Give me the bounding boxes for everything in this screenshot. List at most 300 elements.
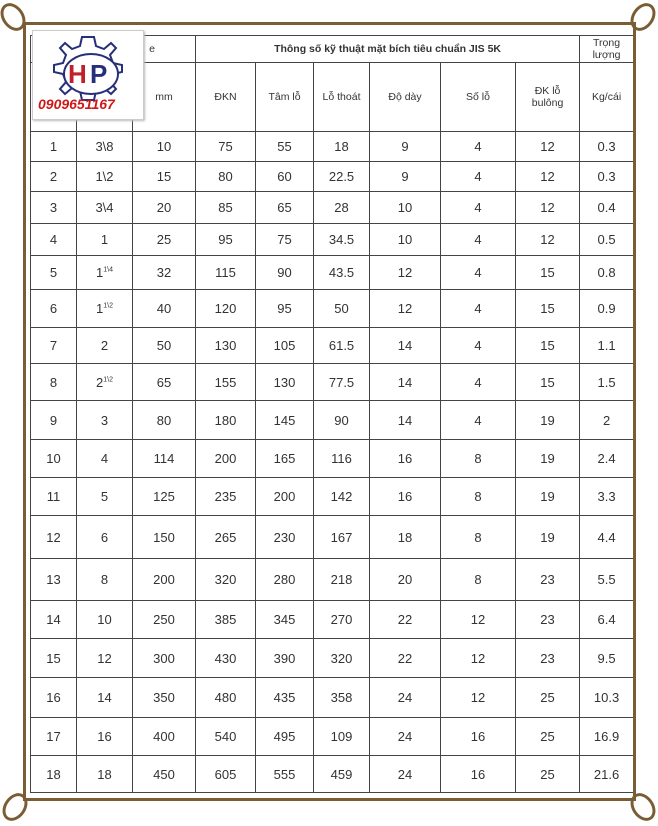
cell-value: 12 — [540, 200, 555, 215]
cell-value: 350 — [153, 690, 175, 705]
jis-5k-flange-table — [30, 35, 634, 793]
cell-value: 16 — [470, 729, 486, 744]
cell-so-lo — [441, 639, 516, 678]
cell-mm — [133, 192, 196, 224]
cell-do-day — [370, 192, 441, 224]
cell-value: 2 — [602, 412, 611, 428]
cell-lo-thoat — [314, 440, 370, 478]
cell-lo-thoat — [314, 192, 370, 224]
cell-value: 540 — [214, 729, 237, 744]
cell-value: 28 — [334, 200, 349, 215]
cell-tam-lo — [256, 132, 314, 162]
cell-value: 24 — [397, 690, 413, 705]
cell-no — [31, 639, 77, 678]
cell-value: 400 — [153, 729, 175, 744]
cell-dkn — [196, 559, 256, 601]
cell-no — [31, 256, 77, 290]
cell-value: 12 — [397, 301, 413, 316]
cell-value: 61.5 — [328, 338, 355, 353]
cell-kg — [580, 290, 634, 328]
cell-value: 555 — [273, 766, 296, 782]
cell-value: 218 — [330, 572, 353, 587]
cell-value: 480 — [214, 690, 237, 705]
table-row — [31, 328, 634, 364]
cell-mm — [133, 639, 196, 678]
cell-value: 10 — [397, 200, 413, 215]
cell-value: 200 — [273, 489, 296, 504]
cell-so-lo — [441, 678, 516, 718]
inch-fraction: 1\4 — [103, 266, 113, 274]
header-do-day: Độ dày — [370, 63, 441, 132]
cell-value: 18 — [97, 766, 112, 782]
cell-value: 50 — [156, 338, 172, 353]
header-weight: Trọng lượng — [580, 36, 634, 63]
cell-dk-lo-bulong — [516, 718, 580, 756]
cell-tam-lo — [256, 364, 314, 401]
cell-value: 1.5 — [597, 374, 616, 390]
cell-kg — [580, 756, 634, 793]
cell-mm — [133, 224, 196, 256]
cell-value: 19 — [540, 529, 555, 545]
cell-dk-lo-bulong — [516, 256, 580, 290]
cell-so-lo — [441, 718, 516, 756]
cell-value: 7 — [49, 338, 58, 353]
cell-no — [31, 401, 77, 440]
cell-dkn — [196, 478, 256, 516]
cell-value: 8 — [474, 529, 482, 545]
cell-value: 9 — [401, 139, 409, 154]
cell-dk-lo-bulong — [516, 478, 580, 516]
cell-tam-lo — [256, 718, 314, 756]
table-row — [31, 440, 634, 478]
cell-value: 495 — [273, 729, 296, 744]
cell-value: 4.4 — [597, 529, 616, 545]
cell-value: 385 — [214, 612, 237, 627]
cell-dkn — [196, 516, 256, 559]
cell-value: 390 — [273, 650, 296, 666]
cell-lo-thoat — [314, 639, 370, 678]
cell-lo-thoat — [314, 516, 370, 559]
frame-curl-bottom-left — [0, 788, 33, 825]
cell-do-day — [370, 601, 441, 639]
table-row — [31, 601, 634, 639]
cell-value: 3.3 — [597, 489, 616, 504]
header-so-lo: Số lỗ — [441, 63, 516, 132]
cell-value: 5 — [49, 265, 58, 280]
cell-value: 8 — [474, 572, 482, 587]
cell-value: 1\2 — [95, 169, 114, 184]
cell-value: 0.4 — [597, 200, 616, 215]
cell-mm — [133, 756, 196, 793]
cell-tam-lo — [256, 440, 314, 478]
cell-value: 0.3 — [597, 139, 616, 154]
cell-value: 55 — [277, 139, 292, 154]
table-row — [31, 256, 634, 290]
cell-value: 18 — [334, 139, 349, 154]
cell-value: 142 — [330, 489, 353, 504]
cell-inch — [77, 328, 133, 364]
cell-lo-thoat — [314, 718, 370, 756]
cell-so-lo — [441, 290, 516, 328]
cell-no — [31, 364, 77, 401]
cell-inch — [77, 364, 133, 401]
cell-no — [31, 328, 77, 364]
cell-value: 114 — [153, 451, 175, 466]
frame-top — [24, 22, 636, 25]
cell-dk-lo-bulong — [516, 224, 580, 256]
cell-tam-lo — [256, 256, 314, 290]
cell-value: 2 — [96, 374, 104, 390]
cell-value: 4 — [100, 451, 109, 466]
cell-mm — [133, 401, 196, 440]
cell-dkn — [196, 256, 256, 290]
cell-value: 4 — [474, 200, 482, 215]
cell-inch — [77, 601, 133, 639]
cell-inch — [77, 440, 133, 478]
cell-value: 15 — [540, 338, 555, 353]
cell-do-day — [370, 478, 441, 516]
cell-value: 50 — [334, 301, 349, 316]
cell-value: 167 — [330, 529, 353, 545]
table-row — [31, 224, 634, 256]
header-spec-group: Thông số kỹ thuật mặt bích tiêu chuẩn JIS 5K — [196, 36, 580, 63]
cell-value: 6 — [100, 529, 109, 545]
cell-value: 13 — [46, 572, 61, 587]
cell-value: 450 — [153, 766, 175, 782]
cell-value: 8 — [100, 572, 109, 587]
cell-dk-lo-bulong — [516, 440, 580, 478]
cell-value: 130 — [273, 374, 296, 390]
cell-no — [31, 678, 77, 718]
cell-mm — [133, 440, 196, 478]
cell-so-lo — [441, 401, 516, 440]
cell-dk-lo-bulong — [516, 678, 580, 718]
cell-inch — [77, 478, 133, 516]
cell-value: 15 — [156, 169, 172, 184]
cell-dkn — [196, 756, 256, 793]
cell-kg — [580, 718, 634, 756]
cell-value: 8 — [474, 451, 482, 466]
gear-icon — [33, 31, 143, 119]
cell-value: 9.5 — [597, 650, 616, 666]
cell-value: 24 — [397, 766, 413, 782]
cell-value: 85 — [218, 200, 233, 215]
cell-value: 0.9 — [597, 301, 616, 316]
hp-logo — [32, 30, 144, 120]
cell-no — [31, 559, 77, 601]
cell-do-day — [370, 718, 441, 756]
cell-value: 6.4 — [597, 612, 616, 627]
cell-value: 25 — [540, 766, 555, 782]
cell-value: 3\4 — [95, 200, 114, 215]
cell-so-lo — [441, 601, 516, 639]
cell-value: 16 — [397, 451, 413, 466]
cell-tam-lo — [256, 328, 314, 364]
cell-no — [31, 478, 77, 516]
cell-value: 75 — [277, 232, 292, 247]
cell-value: 10 — [97, 612, 112, 627]
cell-value: 605 — [214, 766, 237, 782]
cell-inch — [77, 290, 133, 328]
cell-kg — [580, 162, 634, 192]
cell-value: 230 — [273, 529, 296, 545]
cell-value: 4 — [474, 265, 482, 280]
cell-so-lo — [441, 364, 516, 401]
frame-right — [633, 22, 636, 801]
cell-value: 109 — [330, 729, 353, 744]
cell-value: 18 — [46, 766, 61, 782]
svg-text:0909651167: 0909651167 — [38, 96, 115, 112]
cell-so-lo — [441, 559, 516, 601]
cell-value: 358 — [330, 690, 353, 705]
cell-value: 75 — [218, 139, 233, 154]
cell-value: 18 — [397, 529, 413, 545]
cell-mm — [133, 516, 196, 559]
cell-dkn — [196, 440, 256, 478]
table-row — [31, 192, 634, 224]
cell-value: 23 — [540, 650, 555, 666]
cell-value: 2 — [49, 169, 58, 184]
cell-value: 24 — [397, 729, 413, 744]
svg-text:H: H — [68, 59, 87, 89]
cell-do-day — [370, 559, 441, 601]
cell-value: 345 — [273, 612, 296, 627]
cell-value: 10.3 — [593, 690, 620, 705]
cell-no — [31, 601, 77, 639]
cell-value: 16 — [46, 690, 61, 705]
cell-so-lo — [441, 192, 516, 224]
cell-kg — [580, 440, 634, 478]
cell-lo-thoat — [314, 224, 370, 256]
cell-mm — [133, 256, 196, 290]
header-kg-cai: Kg/cái — [580, 63, 634, 132]
cell-value: 130 — [214, 338, 237, 353]
cell-tam-lo — [256, 601, 314, 639]
cell-value: 16.9 — [593, 729, 620, 744]
cell-inch — [77, 401, 133, 440]
cell-so-lo — [441, 516, 516, 559]
table-row — [31, 364, 634, 401]
cell-no — [31, 224, 77, 256]
cell-tam-lo — [256, 224, 314, 256]
cell-value: 19 — [540, 451, 555, 466]
cell-lo-thoat — [314, 478, 370, 516]
header-size-group: e — [31, 36, 196, 63]
cell-dk-lo-bulong — [516, 401, 580, 440]
cell-value: 25 — [156, 232, 172, 247]
cell-kg — [580, 601, 634, 639]
cell-value: 12 — [397, 265, 413, 280]
cell-value: 65 — [277, 200, 292, 215]
frame-bottom — [24, 798, 636, 801]
cell-value: 20 — [397, 572, 413, 587]
cell-lo-thoat — [314, 559, 370, 601]
cell-do-day — [370, 224, 441, 256]
cell-dk-lo-bulong — [516, 364, 580, 401]
cell-value: 4 — [49, 232, 58, 247]
cell-mm — [133, 162, 196, 192]
cell-value: 9 — [401, 169, 409, 184]
cell-dkn — [196, 601, 256, 639]
cell-value: 23 — [540, 572, 555, 587]
cell-kg — [580, 639, 634, 678]
cell-so-lo — [441, 162, 516, 192]
cell-value: 105 — [273, 338, 296, 353]
cell-value: 270 — [330, 612, 353, 627]
cell-value: 15 — [540, 265, 555, 280]
cell-value: 5 — [100, 489, 109, 504]
cell-value: 12 — [470, 650, 486, 666]
cell-do-day — [370, 328, 441, 364]
cell-value: 180 — [214, 412, 237, 428]
cell-value: 12 — [540, 139, 555, 154]
table-row — [31, 162, 634, 192]
cell-value: 12 — [540, 169, 555, 184]
cell-so-lo — [441, 256, 516, 290]
cell-value: 265 — [214, 529, 237, 545]
cell-value: 34.5 — [328, 232, 355, 247]
table-row — [31, 756, 634, 793]
cell-inch — [77, 718, 133, 756]
cell-value: 43.5 — [328, 265, 355, 280]
cell-so-lo — [441, 756, 516, 793]
cell-tam-lo — [256, 756, 314, 793]
cell-dkn — [196, 678, 256, 718]
cell-kg — [580, 192, 634, 224]
cell-value: 12 — [540, 232, 555, 247]
right-margin — [637, 30, 658, 800]
cell-value: 14 — [97, 690, 112, 705]
cell-tam-lo — [256, 559, 314, 601]
cell-no — [31, 516, 77, 559]
cell-dkn — [196, 639, 256, 678]
cell-dk-lo-bulong — [516, 192, 580, 224]
cell-do-day — [370, 516, 441, 559]
cell-mm — [133, 328, 196, 364]
cell-no — [31, 290, 77, 328]
cell-value: 80 — [218, 169, 233, 184]
cell-value: 14 — [397, 338, 413, 353]
cell-do-day — [370, 440, 441, 478]
cell-tam-lo — [256, 639, 314, 678]
cell-value: 20 — [156, 200, 172, 215]
cell-inch — [77, 162, 133, 192]
cell-value: 8 — [49, 374, 58, 390]
cell-dk-lo-bulong — [516, 559, 580, 601]
cell-value: 90 — [334, 412, 349, 428]
cell-kg — [580, 256, 634, 290]
cell-value: 15 — [540, 374, 555, 390]
cell-value: 320 — [214, 572, 237, 587]
cell-mm — [133, 290, 196, 328]
cell-do-day — [370, 290, 441, 328]
cell-value: 16 — [397, 489, 413, 504]
cell-dkn — [196, 224, 256, 256]
cell-value: 14 — [46, 612, 61, 627]
cell-mm — [133, 559, 196, 601]
inch-fraction: 1\2 — [103, 302, 113, 310]
cell-kg — [580, 364, 634, 401]
cell-value: 145 — [273, 412, 296, 428]
cell-value: 9 — [49, 412, 58, 428]
table-row — [31, 478, 634, 516]
cell-value: 11 — [46, 489, 61, 504]
cell-value: 22 — [397, 612, 413, 627]
cell-do-day — [370, 364, 441, 401]
cell-value: 25 — [540, 690, 555, 705]
cell-no — [31, 756, 77, 793]
cell-value: 95 — [277, 301, 292, 316]
cell-so-lo — [441, 132, 516, 162]
cell-value: 80 — [156, 412, 172, 428]
cell-dkn — [196, 401, 256, 440]
table-row — [31, 678, 634, 718]
cell-value: 17 — [46, 729, 61, 744]
table-row — [31, 516, 634, 559]
cell-dkn — [196, 162, 256, 192]
cell-value: 120 — [214, 301, 237, 316]
cell-tam-lo — [256, 678, 314, 718]
cell-value: 25 — [540, 729, 555, 744]
cell-value: 155 — [214, 374, 237, 390]
cell-value: 65 — [156, 374, 172, 390]
cell-value: 16 — [470, 766, 486, 782]
table-row — [31, 639, 634, 678]
header-dkn: ĐKN — [196, 63, 256, 132]
cell-tam-lo — [256, 290, 314, 328]
cell-value: 4 — [474, 232, 482, 247]
cell-value: 320 — [330, 650, 353, 666]
cell-lo-thoat — [314, 678, 370, 718]
cell-do-day — [370, 132, 441, 162]
cell-lo-thoat — [314, 256, 370, 290]
inch-fraction: 1\2 — [103, 376, 113, 384]
cell-mm — [133, 601, 196, 639]
cell-dk-lo-bulong — [516, 601, 580, 639]
cell-do-day — [370, 401, 441, 440]
cell-lo-thoat — [314, 328, 370, 364]
cell-value: 5.5 — [597, 572, 616, 587]
cell-dkn — [196, 364, 256, 401]
cell-kg — [580, 678, 634, 718]
cell-do-day — [370, 678, 441, 718]
header-tam-lo: Tâm lỗ — [256, 63, 314, 132]
cell-do-day — [370, 162, 441, 192]
cell-no — [31, 718, 77, 756]
cell-value: 19 — [540, 489, 555, 504]
cell-inch — [77, 639, 133, 678]
table-row — [31, 559, 634, 601]
cell-mm — [133, 718, 196, 756]
cell-value: 23 — [540, 612, 555, 627]
cell-tam-lo — [256, 516, 314, 559]
table-row — [31, 290, 634, 328]
cell-value: 10 — [156, 139, 172, 154]
cell-value: 235 — [214, 489, 237, 504]
cell-no — [31, 162, 77, 192]
cell-no — [31, 132, 77, 162]
cell-value: 1 — [49, 139, 58, 154]
header-dk-lo-bulong: ĐK lỗ bulông — [516, 63, 580, 132]
cell-inch — [77, 559, 133, 601]
cell-value: 14 — [397, 374, 413, 390]
cell-value: 0.5 — [597, 232, 616, 247]
cell-value: 15 — [46, 650, 61, 666]
cell-lo-thoat — [314, 756, 370, 793]
cell-value: 22 — [397, 650, 413, 666]
cell-dk-lo-bulong — [516, 756, 580, 793]
cell-value: 40 — [156, 301, 172, 316]
